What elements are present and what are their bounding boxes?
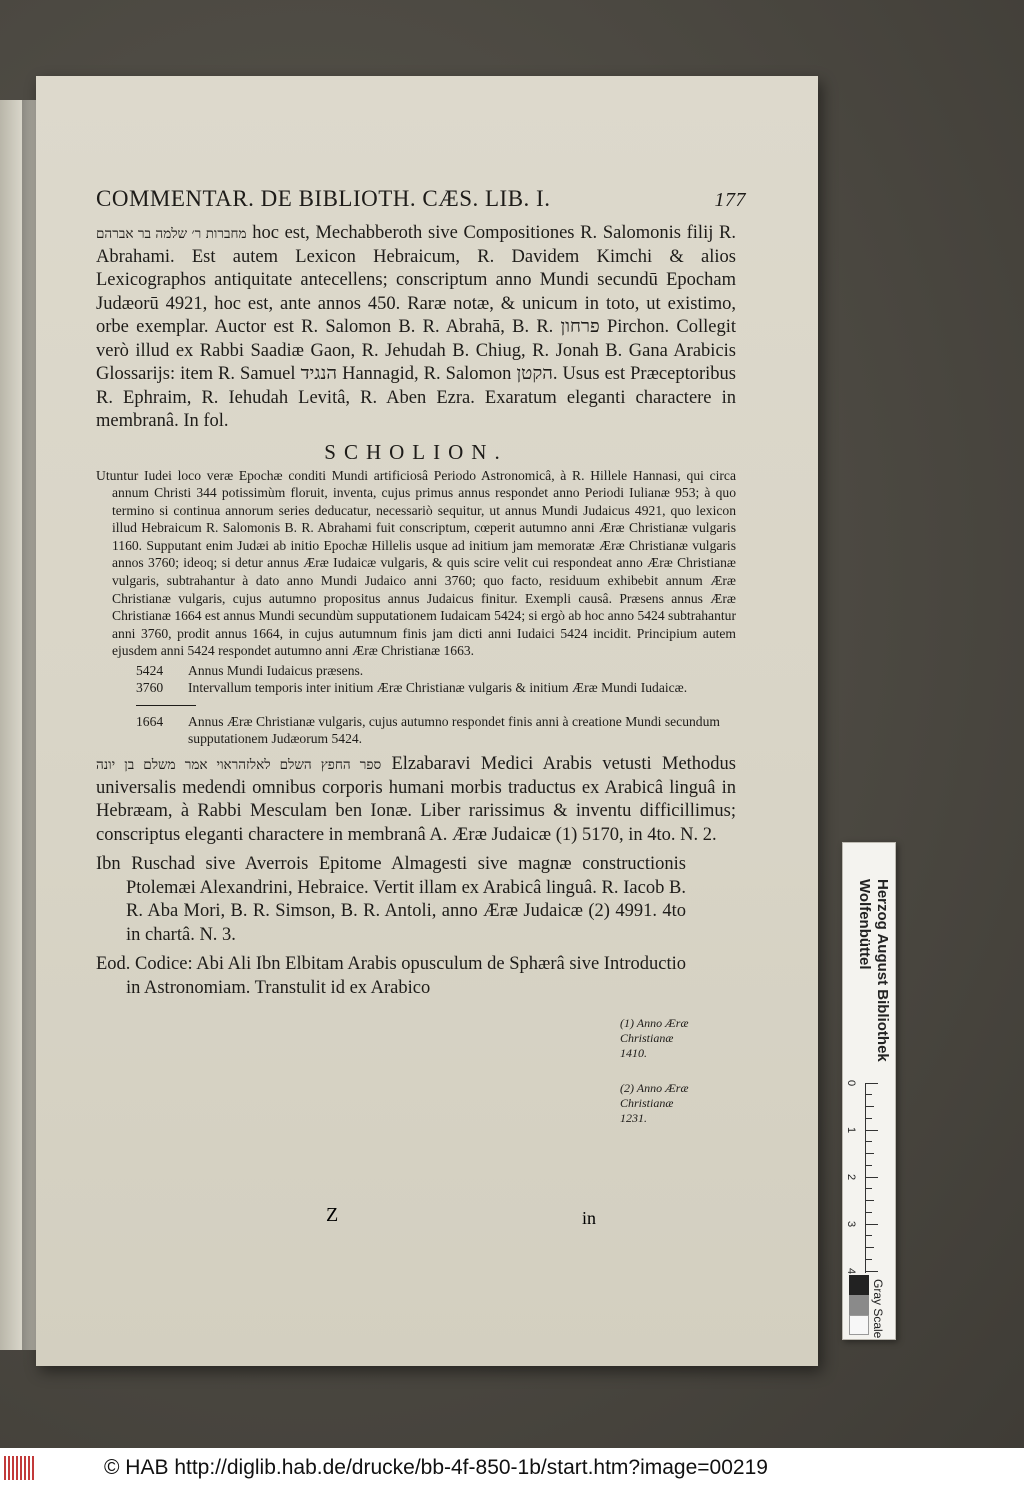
calc-number: 1664 bbox=[136, 714, 164, 730]
ruler-label: 4 bbox=[845, 1267, 858, 1275]
entry-mechabberoth bbox=[96, 222, 736, 434]
page-text-block bbox=[96, 186, 746, 1000]
running-head bbox=[96, 186, 746, 212]
calc-number: 5424 bbox=[136, 663, 164, 679]
calc-text: Annus Æræ Christianæ vulgaris, cujus autumno respondet finis anni à creatione Mundi secundum supputationem Judæorum 5424. bbox=[188, 714, 720, 747]
entry-ibn-elbitam: Eod. Codice: Abi Ali Ibn Elbitam Arabis opusculum de Sphærâ sive Introductio in Astronomiam. Transtulit id ex Arabico bbox=[96, 954, 686, 998]
book-page bbox=[36, 76, 818, 1366]
ruler-label: 0 bbox=[845, 1079, 858, 1087]
cm-ruler bbox=[845, 1079, 888, 1275]
hebrew-title: מחברות ר׳ שלמה בר אברהם bbox=[96, 226, 247, 241]
gray-scale-label: Gray Scale bbox=[871, 1279, 885, 1339]
barcode-icon bbox=[4, 1454, 40, 1482]
entry-averroes: Ibn Ruschad sive Averrois Epitome Almagesti sive magnæ constructionis Ptolemæi Alexandrini, Hebraice. Vertit illam ex Arabicâ linguâ. R. Iacob B. R. Aba Mori, B. R. Simson, B. R. Antoli, anno Æræ Judaicæ (2) 4991. 4to in chartâ. N. 3. bbox=[96, 854, 686, 945]
margin-note: (1) Anno Æræ Christianæ 1410. bbox=[620, 1016, 689, 1060]
entry-elzahravi bbox=[96, 753, 736, 847]
entry-text: Elzabaravi Medici Arabis vetusti Methodus universalis medendi omnibus corporis humani morbis traductus ex Arabicâ linguâ in Hebræam, à Rabbi Mesculam ben Ionæ. Liber rarissimus & inventu difficillimus; conscriptus eleganti charactere in membranâ A. Æræ Judaicæ (1) 5170, in 4to. N. 2. bbox=[96, 754, 736, 845]
calc-rule bbox=[136, 696, 736, 713]
signature-mark: Z bbox=[326, 1204, 339, 1226]
calc-row bbox=[136, 679, 736, 696]
calc-text: Annus Mundi Iudaicus præsens. bbox=[188, 663, 364, 679]
running-head-title: COMMENTAR. DE BIBLIOTH. CÆS. LIB. I. bbox=[96, 186, 551, 211]
year-calculation bbox=[136, 662, 736, 747]
scholion-heading: SCHOLION. bbox=[324, 439, 508, 464]
scholion-text: Utuntur Iudei loco veræ Epochæ conditi Mundi artificiosâ Periodo Astronomicâ, à R. Hillele Hannasi, qui circa annum Christi 344 potissimùm floruit, inventa, cujus primus annus respondet anno Periodi Iulianæ 953; à quo termino si continua annorum series deducatur, necessariò sequitur, ut annus Mundi Judaicus 4921, quo lexicon illud Hebraicum R. Salomonis B. R. Abrahami fuit conscriptum, cœperit autumno anni Æræ Christianæ vulgaris 1160. Supputant enim Judæi ab initio Epochæ Hillelis usque ad initium jam memoratæ Æræ Christianæ vulgaris annos 3760; ideoq; si detur annus Æræ Iudaicæ vulgaris, & quis scire velit cui respondeat anno Æræ Christianæ vulgaris, subtrahantur à dato anno Mundi Judaico anni 3760; quo facto, residuum exhibebit annum Æræ Christianæ vulgaris, cujus autumno propositus annus Judaicus finitur. Exempli causâ. Præsens annus Æræ Christianæ 1664 est annus Mundi secundùm supputationem Iudaicam 5424; si ergò ab hoc anno 5424 subtrahantur anni 3760, prodit annus 1664, in cujus autumnum finis jam dicti anni Iudaici 5424 incidit. Principium autem ejusdem anni 5424 respondet autumno anni Æræ Christianæ 1663. bbox=[96, 467, 736, 659]
ruler-label: 2 bbox=[845, 1173, 858, 1181]
margin-notes bbox=[620, 1016, 690, 1146]
calc-row bbox=[136, 713, 736, 747]
calc-row bbox=[136, 662, 736, 679]
footer-bar bbox=[0, 1448, 1024, 1488]
margin-note: (2) Anno Æræ Christianæ 1231. bbox=[620, 1081, 689, 1125]
library-name: Herzog August Bibliothek Wolfenbüttel bbox=[856, 879, 891, 1062]
copyright-url: © HAB http://diglib.hab.de/drucke/bb-4f-850-1b/start.htm?image=00219 bbox=[104, 1456, 768, 1479]
page-number: 177 bbox=[714, 189, 746, 211]
ruler-label: 3 bbox=[845, 1220, 858, 1228]
catchword: in bbox=[582, 1208, 597, 1228]
hebrew-title: ספר החפץ השלם לאלזהראוי אמר משלם בן יונה bbox=[96, 757, 382, 773]
calc-text: Intervallum temporis inter initium Æræ Christianæ vulgaris & initium Æræ Mundi Iudaicæ. bbox=[188, 680, 688, 696]
ruler-label: 1 bbox=[845, 1126, 858, 1134]
color-scale-strip bbox=[842, 842, 896, 1340]
gray-patches bbox=[849, 1275, 869, 1335]
calc-number: 3760 bbox=[136, 680, 164, 696]
entry-text: hoc est, Mechabberoth sive Compositiones R. Salomonis filij R. Abrahami. Est autem Lexicon Hebraicum, R. Davidem Kimchi & alios Lexicographos antiquitate antecellens; conscriptum anno Mundi secundū Epocham Judæorū 4921, hoc est, ante annos 450. Raræ notæ, & unicum in toto, ut existimo, orbe exemplar. Auctor est R. Salomon B. R. Abrahā, B. R. פרחון Pirchon. Collegit verò illud ex Rabbi Saadiæ Gaon, R. Jehudah B. Chiug, R. Jonah B. Gana Arabicis Glossarijs: item R. Samuel הנגיד Hannagid, R. Salomon הקטן. Usus est Præceptoribus R. Ephraim, R. Iehudah Levitâ, R. Aben Ezra. Exaratum eleganti charactere in membranâ. In fol. bbox=[96, 223, 736, 431]
